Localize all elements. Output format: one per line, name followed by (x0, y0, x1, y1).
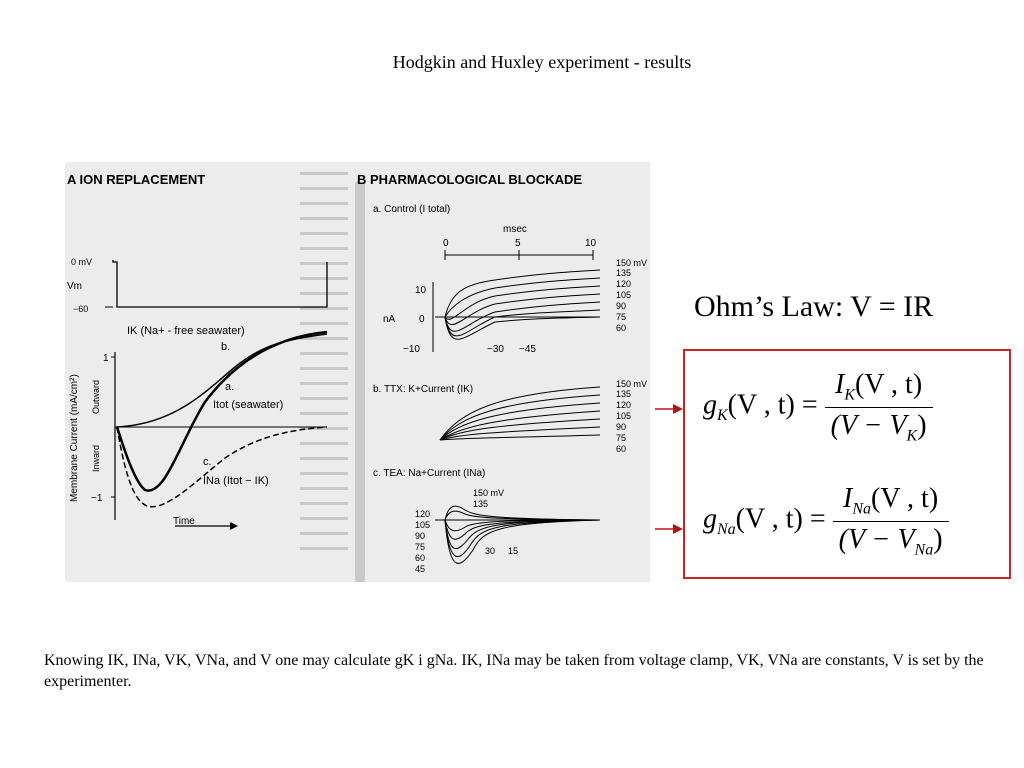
tea-label: c. TEA: Na+Current (INa) (373, 468, 486, 479)
equation-box (683, 349, 1011, 579)
caption-text: Knowing IK, INa, VK, VNa, and V one may calculate gK i gNa. IK, INa may be taken from voltage clamp, VK, VNa are constants, V is set by the experimenter. (44, 652, 984, 690)
m45-label: −45 (519, 344, 536, 355)
vm-label: Vm (67, 281, 82, 292)
y-axis-label: Membrane Current (mA/cm²) (69, 374, 80, 502)
level-ttx-1: 135 (616, 389, 632, 399)
minus60-label: −60 (73, 304, 89, 314)
control-label: a. Control (I total) (373, 204, 451, 215)
hodgkin-huxley-figure (65, 162, 650, 582)
y-tick-neg1: −1 (91, 493, 103, 504)
ik-label: IK (Na+ - free seawater) (127, 325, 245, 337)
level-ttx-6: 60 (616, 444, 627, 454)
level-left-3: 75 (415, 542, 426, 552)
level-left-0: 120 (415, 509, 431, 519)
mv150-label: 150 mV (473, 488, 505, 498)
right-voltage-labels (616, 258, 647, 333)
level-right-4: 90 (616, 301, 627, 311)
level-right-2: 120 (616, 279, 632, 289)
panel-a-heading: A ION REPLACEMENT (67, 172, 206, 187)
itot-trace (117, 332, 327, 491)
ttx-label: b. TTX: K+Current (IK) (373, 384, 474, 395)
na-label: nA (383, 314, 396, 325)
t0-label: 0 (443, 238, 449, 249)
zero-mv-label: 0 mV (71, 257, 93, 267)
level-ttx-3: 105 (616, 411, 632, 421)
slide-title: Hodgkin and Huxley experiment - results (392, 52, 692, 72)
level-ttx-5: 75 (616, 433, 627, 443)
arrow-gna-icon (655, 522, 683, 536)
level-right-0: 150 mV (616, 258, 648, 268)
level-right-1: 135 (616, 268, 632, 278)
t5-label: 5 (515, 238, 521, 249)
t10-label: 10 (585, 238, 597, 249)
level-left-4: 60 (415, 553, 426, 563)
figure-svg (65, 162, 650, 582)
ym10-label: −10 (403, 344, 420, 355)
level-ttx-4: 90 (616, 422, 627, 432)
level-right-5: 75 (616, 312, 627, 322)
level-left-1: 105 (415, 520, 431, 530)
level-left-2: 90 (415, 531, 426, 541)
time-label: Time (173, 516, 195, 527)
y-tick-1: 1 (103, 353, 109, 364)
t15-label: 15 (508, 546, 519, 556)
left-voltage-labels-tea (415, 509, 430, 574)
ina-trace (117, 427, 327, 507)
b-label: b. (221, 341, 231, 353)
arrow-gk-icon (655, 402, 683, 416)
level-ttx-2: 120 (616, 400, 632, 410)
equation-gk: $g_K(V$ , t) = $\frac{I_K(V , t)}{(V - V_K)}$ (703, 369, 933, 445)
msec-label: msec (503, 224, 527, 235)
mv135-label: 135 (473, 499, 489, 509)
panel-b-heading: B PHARMACOLOGICAL BLOCKADE (357, 172, 583, 187)
ina-label: INa (Itot − IK) (203, 475, 269, 487)
y10-label: 10 (415, 285, 427, 296)
c-label: c. (203, 456, 212, 468)
y0-label: 0 (419, 314, 425, 325)
control-traces (435, 270, 600, 339)
background-text-texture (300, 172, 365, 582)
level-right-3: 105 (616, 290, 632, 300)
ohms-law: Ohm’s Law: V = IR (694, 290, 934, 323)
level-ttx-0: 150 mV (616, 379, 648, 389)
m30-label: −30 (487, 344, 504, 355)
voltage-step-trace (113, 260, 327, 307)
level-right-6: 60 (616, 323, 627, 333)
level-left-5: 45 (415, 564, 426, 574)
a-label: a. (225, 381, 235, 393)
equation-gna: $g_{Na}(V$ , t) = $\frac{I_{Na}(V , t)}{(V - V_{Na})}$ (703, 483, 949, 559)
inward-label: Inward (91, 444, 101, 472)
t30-label: 30 (485, 546, 496, 556)
itot-label: Itot (seawater) (213, 399, 284, 411)
right-voltage-labels-ttx (616, 379, 647, 454)
outward-label: Outward (91, 379, 101, 414)
